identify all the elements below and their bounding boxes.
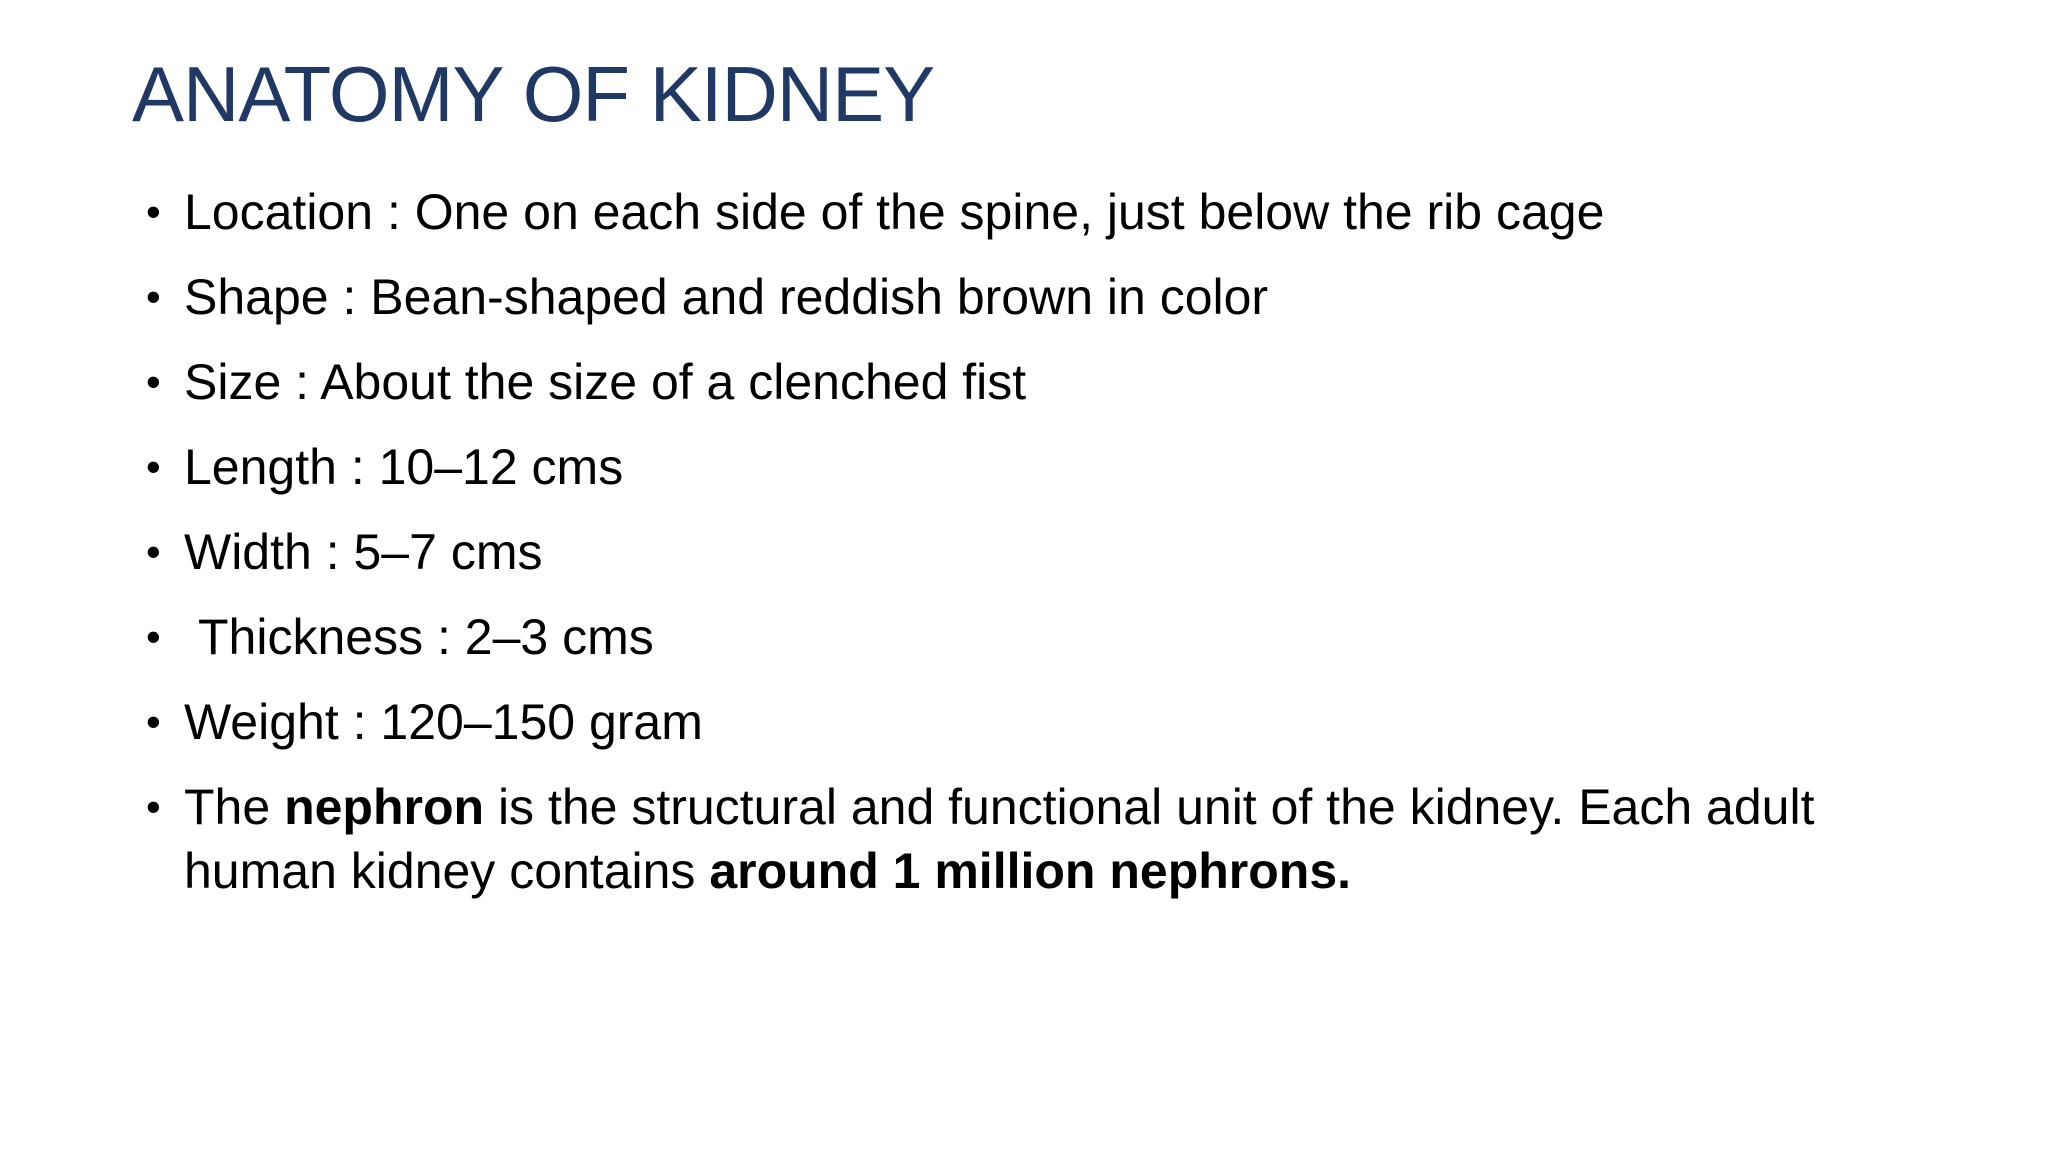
bullet-label: Size: [184, 354, 282, 410]
bullet-dot-icon: •: [146, 188, 161, 235]
bullet-label: Width: [184, 524, 312, 580]
bullet-dot-icon: •: [146, 358, 161, 405]
bullet-size: [146, 350, 1866, 414]
bullet-label: Location: [184, 184, 374, 240]
bullet-weight: [146, 690, 1866, 754]
bullet-label: Shape: [184, 269, 329, 325]
bullet-separator: :: [281, 354, 321, 410]
bullet-dot-icon: •: [146, 443, 161, 490]
nephron-term: nephron: [284, 779, 485, 835]
nephron-count: around 1 million nephrons.: [709, 843, 1352, 899]
bullet-value: 120–150 gram: [380, 694, 703, 750]
bullet-value: 10–12 cms: [378, 439, 624, 495]
bullet-separator: :: [373, 184, 415, 240]
bullet-dot-icon: •: [146, 613, 161, 660]
bullet-shape: [146, 265, 1866, 329]
bullet-list: [146, 180, 1866, 924]
bullet-value: 5–7 cms: [353, 524, 543, 580]
bullet-dot-icon: •: [146, 273, 161, 320]
bullet-thickness: [146, 605, 1866, 669]
bullet-separator: :: [338, 694, 381, 750]
bullet-label: Weight: [184, 694, 339, 750]
bullet-width: [146, 520, 1866, 584]
bullet-separator: :: [423, 609, 465, 665]
nephron-text-middle: is the structural and functional unit of the kidney. Each adult human kidney contains: [184, 779, 1815, 899]
bullet-value: One on each side of the spine, just below the rib cage: [414, 184, 1605, 240]
bullet-dot-icon: •: [146, 698, 161, 745]
bullet-label: Thickness: [198, 609, 424, 665]
bullet-value: About the size of a clenched fist: [320, 354, 1027, 410]
slide-title: ANATOMY OF KIDNEY: [132, 50, 935, 138]
bullet-separator: :: [328, 269, 371, 325]
bullet-label: Length: [184, 439, 337, 495]
bullet-location: [146, 180, 1866, 244]
nephron-text-start: The: [184, 779, 285, 835]
bullet-nephron: [146, 775, 1866, 903]
bullet-dot-icon: •: [146, 528, 161, 575]
bullet-dot-icon: •: [146, 783, 161, 830]
bullet-separator: :: [311, 524, 354, 580]
bullet-value: Bean-shaped and reddish brown in color: [370, 269, 1269, 325]
bullet-separator: :: [336, 439, 379, 495]
bullet-length: [146, 435, 1866, 499]
bullet-value: 2–3 cms: [464, 609, 654, 665]
